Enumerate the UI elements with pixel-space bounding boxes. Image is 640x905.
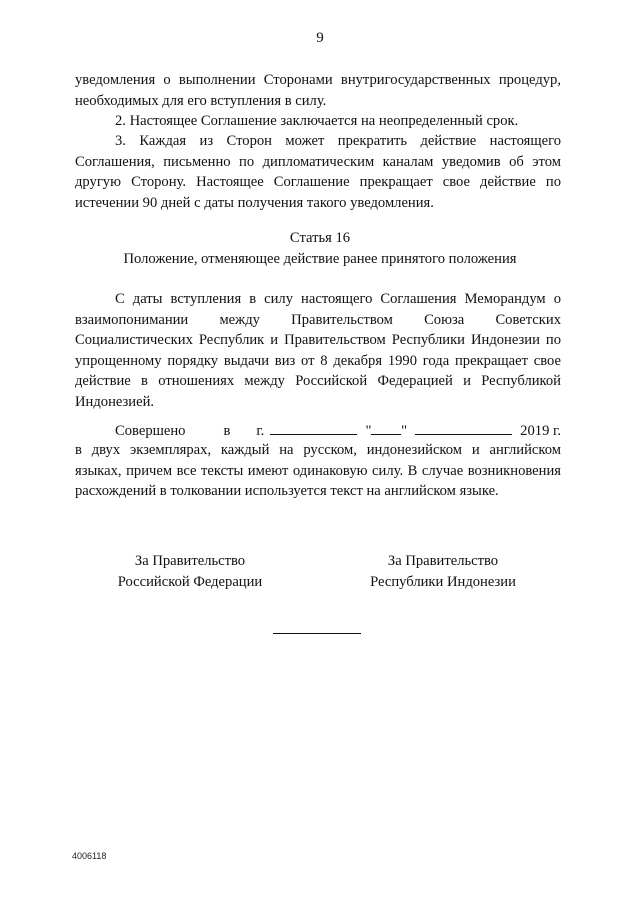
signature-right-line2: Республики Индонезии xyxy=(370,574,516,590)
paragraph-continuation: уведомления о выполнении Сторонами внутригосударственных процедур, необходимых для его вступления в силу. xyxy=(75,72,561,109)
article-body: С даты вступления в силу настоящего Соглашения Меморандум о взаимопонимании между Правительством Союза Советских Социалистических Республик и Правительством Республики Индонезии по упрощенному порядку выдачи виз от 8 декабря 1990 года прекращает свое действие в отношениях между Российской Федерацией и Республикой Индонезией. xyxy=(75,291,561,410)
city-blank xyxy=(270,420,357,435)
month-blank xyxy=(415,420,512,435)
quote-close: " xyxy=(401,423,408,439)
signature-left-line1: За Правительство xyxy=(134,553,246,569)
done-label: Совершено xyxy=(115,423,186,439)
end-divider xyxy=(273,633,361,634)
article-title: Статья 16 xyxy=(289,230,351,246)
document-code: 4006118 xyxy=(72,851,107,861)
day-blank xyxy=(371,420,401,435)
article-subtitle: Положение, отменяющее действие ранее принятого положения xyxy=(123,251,517,267)
paragraph-term: 2. Настоящее Соглашение заключается на неопределенный срок. xyxy=(115,113,519,129)
signature-left-line2: Российской Федерации xyxy=(117,574,263,590)
paragraph-termination: 3. Каждая из Сторон может прекратить действие настоящего Соглашения, письменно по дипломатическим каналам уведомив об этом другую Сторону. Настоящее Соглашение прекращает свое действие по истечении 90 дней с даты получения такого уведомления. xyxy=(75,133,561,211)
done-city-label: г. xyxy=(256,423,265,439)
quote-open: " xyxy=(365,423,372,439)
signature-right xyxy=(348,551,538,593)
done-line xyxy=(75,420,561,441)
done-paragraph: в двух экземплярах, каждый на русском, индонезийском и английском языках, причем все тексты имеют одинаковую силу. В случае возникновения расхождений в толковании используется текст на английском языке. xyxy=(75,442,561,499)
signature-left xyxy=(95,551,285,593)
done-year: 2019 г. xyxy=(520,423,561,439)
page-number: 9 xyxy=(316,30,324,46)
done-in: в xyxy=(223,423,231,439)
signature-right-line1: За Правительство xyxy=(387,553,499,569)
